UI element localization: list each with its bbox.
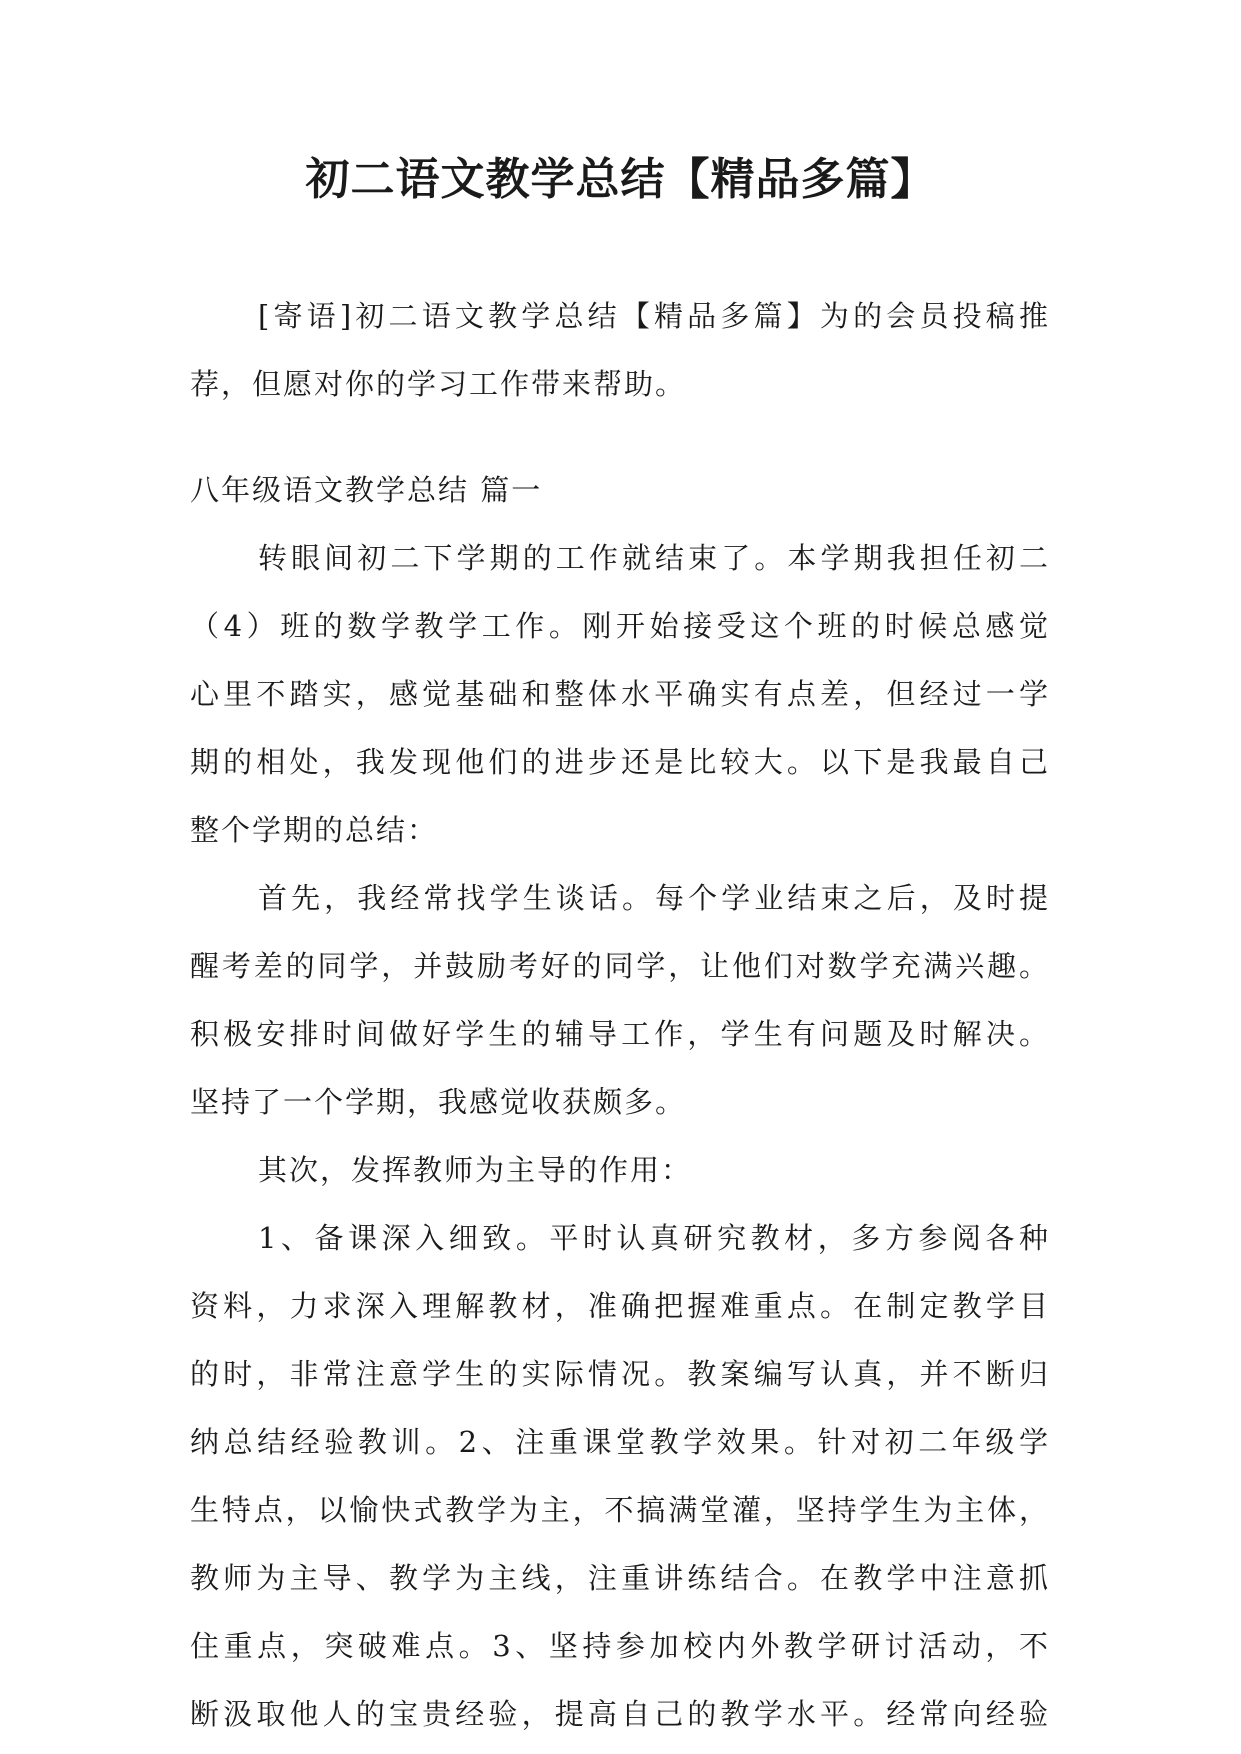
paragraph-line: 纳总结经验教训。2、注重课堂教学效果。针对初二年级学	[190, 1425, 1050, 1459]
document-title: 初二语文教学总结【精品多篇】	[305, 154, 936, 205]
paragraph-line: 教师为主导、教学为主线，注重讲练结合。在教学中注意抓	[190, 1561, 1050, 1595]
paragraph-3	[190, 1136, 1050, 1204]
paragraph-line: 生特点，以愉快式教学为主，不搞满堂灌，坚持学生为主体，	[190, 1493, 1050, 1527]
paragraph-line: （4）班的数学教学工作。刚开始接受这个班的时候总感觉	[190, 609, 1050, 643]
paragraph-line: 1、备课深入细致。平时认真研究教材，多方参阅各种	[258, 1221, 1050, 1255]
paragraph-line: 资料，力求深入理解教材，准确把握难重点。在制定教学目	[190, 1289, 1050, 1323]
intro-paragraph	[190, 282, 1050, 418]
paragraph-line: 醒考差的同学，并鼓励考好的同学，让他们对数学充满兴趣。	[190, 949, 1050, 983]
paragraph-line: 整个学期的总结：	[190, 813, 439, 847]
paragraph-line: 断汲取他人的宝贵经验，提高自己的教学水平。经常向经验	[190, 1697, 1050, 1731]
paragraph-1	[190, 524, 1050, 864]
intro-line: [寄语]初二语文教学总结【精品多篇】为的会员投稿推	[258, 299, 1050, 333]
paragraph-line: 首先，我经常找学生谈话。每个学业结束之后，及时提	[258, 881, 1050, 915]
paragraph-line: 住重点，突破难点。3、坚持参加校内外教学研讨活动，不	[190, 1629, 1050, 1663]
paragraph-line: 心里不踏实，感觉基础和整体水平确实有点差，但经过一学	[190, 677, 1050, 711]
section-heading: 八年级语文教学总结 篇一	[190, 473, 543, 507]
article-body	[190, 524, 1050, 1748]
paragraph-line: 转眼间初二下学期的工作就结束了。本学期我担任初二	[258, 541, 1050, 575]
paragraph-line: 期的相处，我发现他们的进步还是比较大。以下是我最自己	[190, 745, 1050, 779]
paragraph-line: 积极安排时间做好学生的辅导工作，学生有问题及时解决。	[190, 1017, 1050, 1051]
paragraph-line: 坚持了一个学期，我感觉收获颇多。	[190, 1085, 687, 1119]
paragraph-line: 其次，发挥教师为主导的作用：	[258, 1153, 693, 1187]
paragraph-2	[190, 864, 1050, 1136]
intro-line: 荐，但愿对你的学习工作带来帮助。	[190, 367, 687, 401]
paragraph-4	[190, 1204, 1050, 1748]
paragraph-line: 的时，非常注意学生的实际情况。教案编写认真，并不断归	[190, 1357, 1050, 1391]
